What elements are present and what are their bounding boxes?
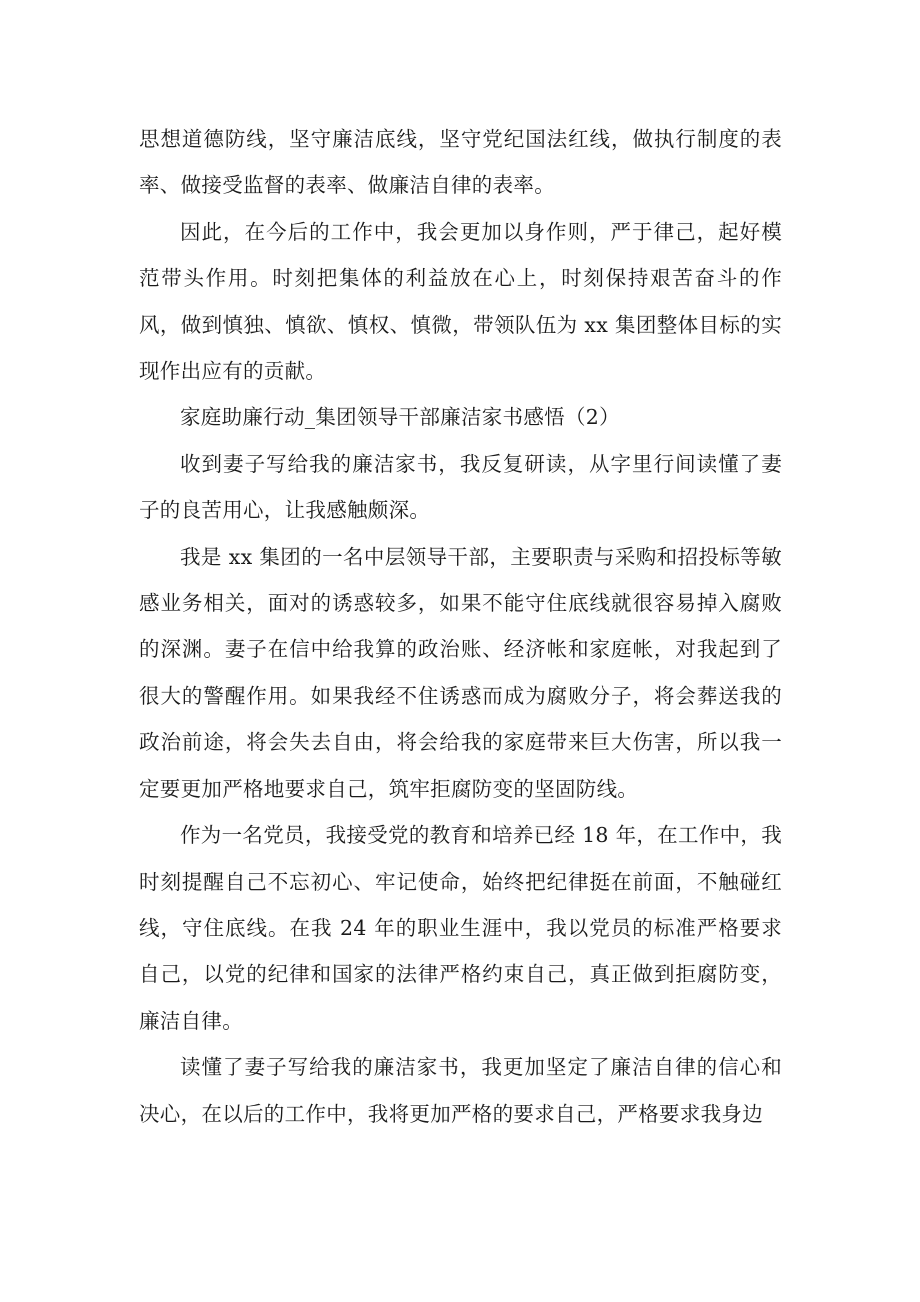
paragraph: 因此，在今后的工作中，我会更加以身作则，严于律己，起好模范带头作用。时刻把集体的利益放在心上，时刻保持艰苦奋斗的作风，做到慎独、慎欲、慎权、慎微，带领队伍为 xx 集团整体目标的实现作出应有的贡献。: [139, 219, 782, 384]
paragraph-continued: 思想道德防线，坚守廉洁底线，坚守党纪国法红线，做执行制度的表率、做接受监督的表率、做廉洁自律的表率。: [139, 127, 782, 198]
paragraph: 收到妻子写给我的廉洁家书，我反复研读，从字里行间读懂了妻子的良苦用心，让我感触颇深。: [139, 451, 782, 523]
document-body: [139, 116, 782, 1137]
section-heading: 家庭助廉行动_集团领导干部廉洁家书感悟（2）: [180, 405, 620, 430]
paragraph: 作为一名党员，我接受党的教育和培养已经 18 年，在工作中，我时刻提醒自己不忘初心、牢记使命，始终把纪律挺在前面，不触碰红线，守住底线。在我 24 年的职业生涯中，我以党员的标准严格要求自己，以党的纪律和国家的法律严格约束自己，真正做到拒腐防变，廉洁自律。: [139, 823, 782, 1033]
paragraph: 读懂了妻子写给我的廉洁家书，我更加坚定了廉洁自律的信心和决心，在以后的工作中，我将更加严格的要求自己，严格要求我身边: [139, 1055, 782, 1126]
paragraph: 我是 xx 集团的一名中层领导干部，主要职责与采购和招投标等敏感业务相关，面对的诱惑较多，如果不能守住底线就很容易掉入腐败的深渊。妻子在信中给我算的政治账、经济帐和家庭帐，对我起到了很大的警醒作用。如果我经不住诱惑而成为腐败分子，将会葬送我的政治前途，将会失去自由，将会给我的家庭带来巨大伤害，所以我一定要更加严格地要求自己，筑牢拒腐防变的坚固防线。: [139, 544, 782, 801]
